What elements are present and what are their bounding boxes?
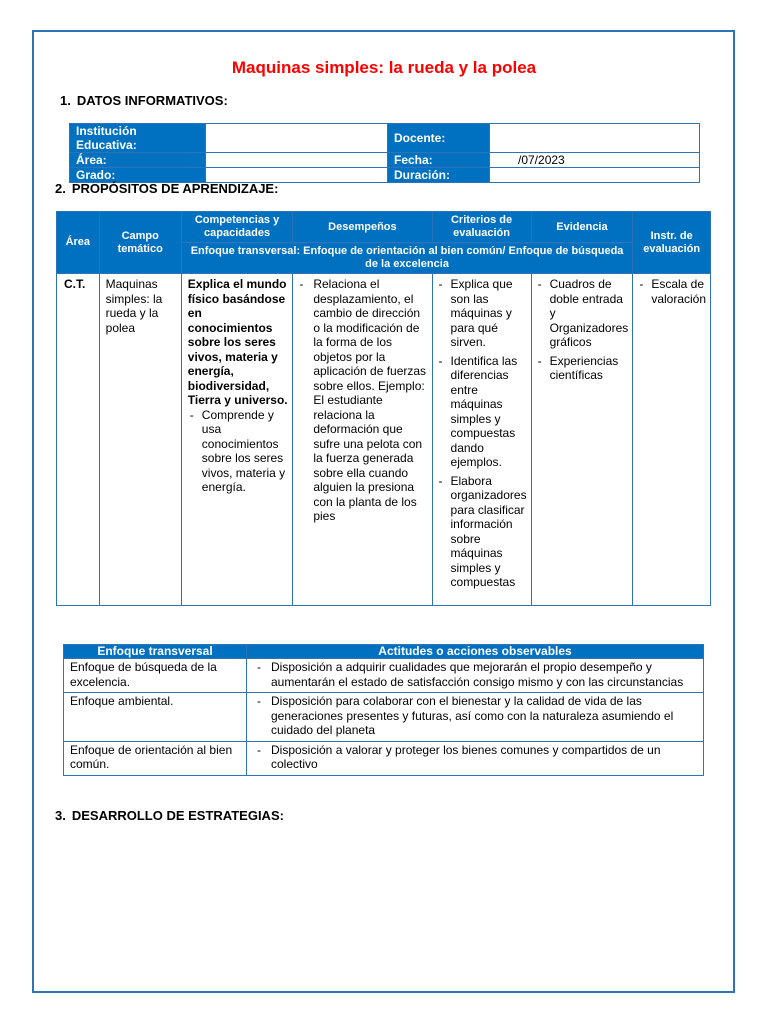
duracion-label: Duración: xyxy=(388,168,490,183)
list-item: - Explica que son las máquinas y para qué sirven. xyxy=(437,277,527,350)
table-header-row xyxy=(64,645,704,659)
docente-label: Docente: xyxy=(388,124,490,153)
cell-actitud xyxy=(247,741,704,775)
table-row xyxy=(57,274,711,606)
section-label: DATOS INFORMATIVOS: xyxy=(76,93,228,108)
header-competencias: Competencias y capacidades xyxy=(181,212,293,243)
cell-competencias xyxy=(181,274,293,606)
datos-table xyxy=(69,123,700,183)
cell-enfoque: Enfoque ambiental. xyxy=(64,693,247,742)
list-item: - Experiencias científicas xyxy=(536,354,629,383)
duracion-field[interactable] xyxy=(490,168,700,183)
table-row xyxy=(64,741,704,775)
cell-enfoque: Enfoque de orientación al bien común. xyxy=(64,741,247,775)
cell-enfoque: Enfoque de búsqueda de la excelencia. xyxy=(64,659,247,693)
fecha-label: Fecha: xyxy=(388,153,490,168)
section-propositos-heading xyxy=(55,181,278,196)
cell-desempenos xyxy=(293,274,432,606)
cell-criterios xyxy=(432,274,531,606)
header-enfoque: Enfoque transversal xyxy=(64,645,247,659)
header-actitudes: Actitudes o acciones observables xyxy=(247,645,704,659)
instrumento-list xyxy=(637,277,706,306)
area-field[interactable] xyxy=(206,153,388,168)
section-label: DESARROLLO DE ESTRATEGIAS: xyxy=(71,808,284,823)
list-item: - Cuadros de doble entrada y Organizadores gráficos xyxy=(536,277,629,350)
competencia-text: Explica el mundo físico basándose en conocimientos sobre los seres vivos, materia y energía, biodiversidad, Tierra y universo. xyxy=(187,277,288,407)
institucion-label: Institución Educativa: xyxy=(70,124,206,153)
section-number: 2. xyxy=(55,181,66,196)
table-row xyxy=(64,693,704,742)
table-row xyxy=(70,124,700,153)
header-campo: Campo temático xyxy=(99,212,181,274)
list-item: - Escala de valoración xyxy=(637,277,706,306)
desempenos-list xyxy=(297,277,427,524)
list-item: - Identifica las diferencias entre máquinas simples y compuestas dando ejemplos. xyxy=(437,354,527,470)
evidencia-list xyxy=(536,277,629,383)
cell-campo: Maquinas simples: la rueda y la polea xyxy=(99,274,181,606)
section-datos-heading xyxy=(60,93,228,108)
table-row xyxy=(64,659,704,693)
header-criterios: Criterios de evaluación xyxy=(432,212,531,243)
criterios-list xyxy=(437,277,527,590)
header-desempenos: Desempeños xyxy=(293,212,432,243)
section-estrategias-heading xyxy=(55,808,284,823)
list-item: - Relaciona el desplazamiento, el cambio de dirección o la modificación de la forma de los objetos por la aplicación de fuerzas sobre ellos. Ejemplo: El estudiante relaciona la deformación que sufre una pelota con la fuerza generada sobre ella cuando alguien la presiona con la planta de los pies xyxy=(297,277,427,524)
section-number: 3. xyxy=(55,808,66,823)
section-label: PROPÓSITOS DE APRENDIZAJE: xyxy=(71,181,279,196)
page-title: Maquinas simples: la rueda y la polea xyxy=(231,58,537,77)
institucion-field[interactable] xyxy=(206,124,388,153)
section-number: 1. xyxy=(60,93,71,108)
header-instrumento: Instr. de evaluación xyxy=(633,212,711,274)
grado-label: Grado: xyxy=(70,168,206,183)
header-enfoque-transversal: Enfoque transversal: Enfoque de orientación al bien común/ Enfoque de búsqueda de la excelencia xyxy=(181,243,633,274)
list-item: - Elabora organizadores para clasificar información sobre máquinas simples y compuestas xyxy=(437,474,527,590)
cell-evidencia xyxy=(531,274,633,606)
docente-field[interactable] xyxy=(490,124,700,153)
list-item: - Disposición para colaborar con el bienestar y la calidad de vida de las generaciones presentes y futuras, así como con la naturaleza asumiendo el cuidado del planeta xyxy=(253,694,697,738)
cell-actitud xyxy=(247,659,704,693)
propositos-table xyxy=(56,211,711,606)
header-area: Área xyxy=(57,212,100,274)
fecha-field[interactable]: /07/2023 xyxy=(490,153,700,168)
list-item: - Comprende y usa conocimientos sobre los seres vivos, materia y energía. xyxy=(188,408,289,495)
enfoques-table xyxy=(63,644,704,776)
table-row xyxy=(70,153,700,168)
table-header-row xyxy=(57,212,711,243)
list-item: - Disposición a valorar y proteger los bienes comunes y compartidos de un colectivo xyxy=(253,743,697,772)
area-label: Área: xyxy=(70,153,206,168)
cell-actitud xyxy=(247,693,704,742)
cell-instrumento xyxy=(633,274,711,606)
header-evidencia: Evidencia xyxy=(531,212,633,243)
capacidades-list xyxy=(188,408,289,495)
list-item: - Disposición a adquirir cualidades que mejorarán el propio desempeño y aumentarán el estado de satisfacción consigo mismo y con las circunstancias xyxy=(253,660,697,689)
cell-area: C.T. xyxy=(57,274,100,606)
